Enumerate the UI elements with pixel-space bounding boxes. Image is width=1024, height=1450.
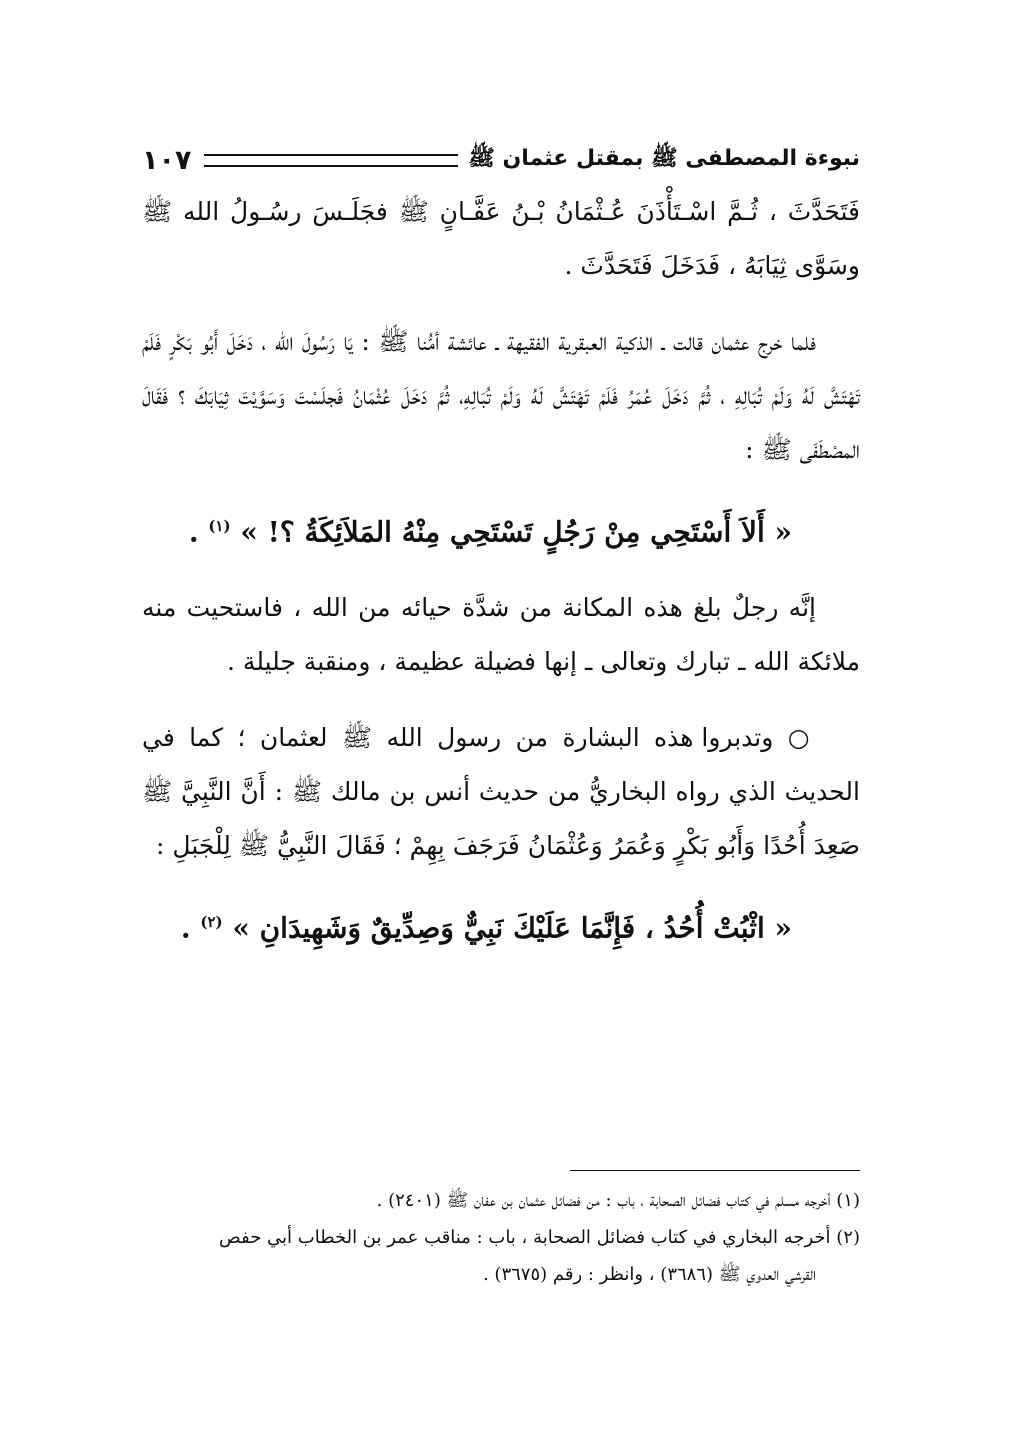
- running-header: [142, 140, 860, 180]
- main-text: [142, 185, 860, 978]
- footnote-ref-2: (٢): [200, 913, 223, 932]
- footnote-1: (١) أخرجه مسلم في كتاب فضائل الصحابة ، باب : من فضائل عثمان بن عفان ﷺ (٢٤٠١) .: [376, 1190, 860, 1211]
- header-double-rule: [204, 154, 458, 167]
- paragraph-2: فلما خرج عثمان قالت ـ الذكية العبقرية الفقيهة ـ عائشة أمُّنا ﷺ : يَا رَسُولَ الله ، دَخَلَ أَبُو بَكْرٍ فَلَمْ تَهْتَشَّ لَهُ وَلَمْ تُبَالِهِ ، ثُمَّ دَخَلَ عُمَرُ فَلَمْ تَهْتَشَّ لَهُ وَلَمْ تُبَالِهِ، ثُمَّ دَخَلَ عُثْمَانُ فَجلَسْتَ وَسَوَّيْتَ ثِيَابَكَ ؟ فَقَالَ المصْطَفَى ﷺ :: [142, 327, 860, 464]
- footnote-2-line-2: القرشي العدوي ﷺ (٣٦٨٦) ، وانظر : رقم (٣٦٧٥) .: [482, 1264, 816, 1285]
- paragraph-4-text: وتدبروا هذه البشارة من رسول الله ﷺ لعثمان ؛ كما في الحديث الذي رواه البخاريُّ من حديث أنس بن مالك ﷺ : أَنَّ النَّبِيَّ ﷺ صَعِدَ أُحُدًا وَأَبُو بَكْرٍ وَعُمَرُ وَعُثْمَانُ فَرَجَفَ بِهِمْ ؛ فَقَالَ النَّبِيُّ ﷺ لِلْجَبَلِ :: [142, 723, 860, 861]
- footnotes: [142, 1182, 860, 1293]
- hadith-quote-2-text: « اثْبُتْ أُحُدُ ، فَإِنَّمَا عَلَيْكَ نَبِيٌّ وَصِدِّيقٌ وَشَهِيدَانِ »: [232, 911, 792, 945]
- footnote-2-line-1: (٢) أخرجه البخاري في كتاب فضائل الصحابة ، باب : مناقب عمر بن الخطاب أبي حفص: [219, 1227, 860, 1248]
- hadith-quote-2-end: .: [180, 911, 191, 945]
- running-title: نبوءة المصطفى ﷺ بمقتل عثمان ﷺ: [468, 146, 860, 171]
- hadith-quote-2: [142, 895, 860, 955]
- paragraph-marker-icon: ○: [787, 723, 816, 753]
- hadith-quote-1-text: « أَلاَ أَسْتَحِي مِنْ رَجُلٍ تَسْتَحِي مِنْهُ المَلاَئِكَةُ ؟! »: [240, 515, 792, 549]
- paragraph-4: [142, 711, 860, 873]
- hadith-quote-1-end: .: [188, 515, 199, 549]
- paragraph-1: فَتَحَدَّثَ ، ثُـمَّ اسْـتَأْذَنَ عُـثْمَانُ بْـنُ عَفَّـانٍ ﷺ فجَلَـسَ رسُـولُ الله ﷺ وسَوَّى ثِيَابَهُ ، فَدَخَلَ فَتَحَدَّثَ .: [142, 197, 860, 280]
- paragraph-3: إنَّه رجلٌ بلغ هذه المكانة من شدَّة حيائه من الله ، فاستحيت منه ملائكة الله ـ تبارك وتعالى ـ إنها فضيلة عظيمة ، ومنقبة جليلة .: [142, 593, 860, 677]
- footnote-separator: [570, 1170, 860, 1171]
- hadith-quote-1: [142, 499, 860, 559]
- footnote-2: [142, 1219, 860, 1293]
- footnote-ref-1: (١): [208, 517, 231, 535]
- page-number: ١٠٧: [142, 144, 192, 176]
